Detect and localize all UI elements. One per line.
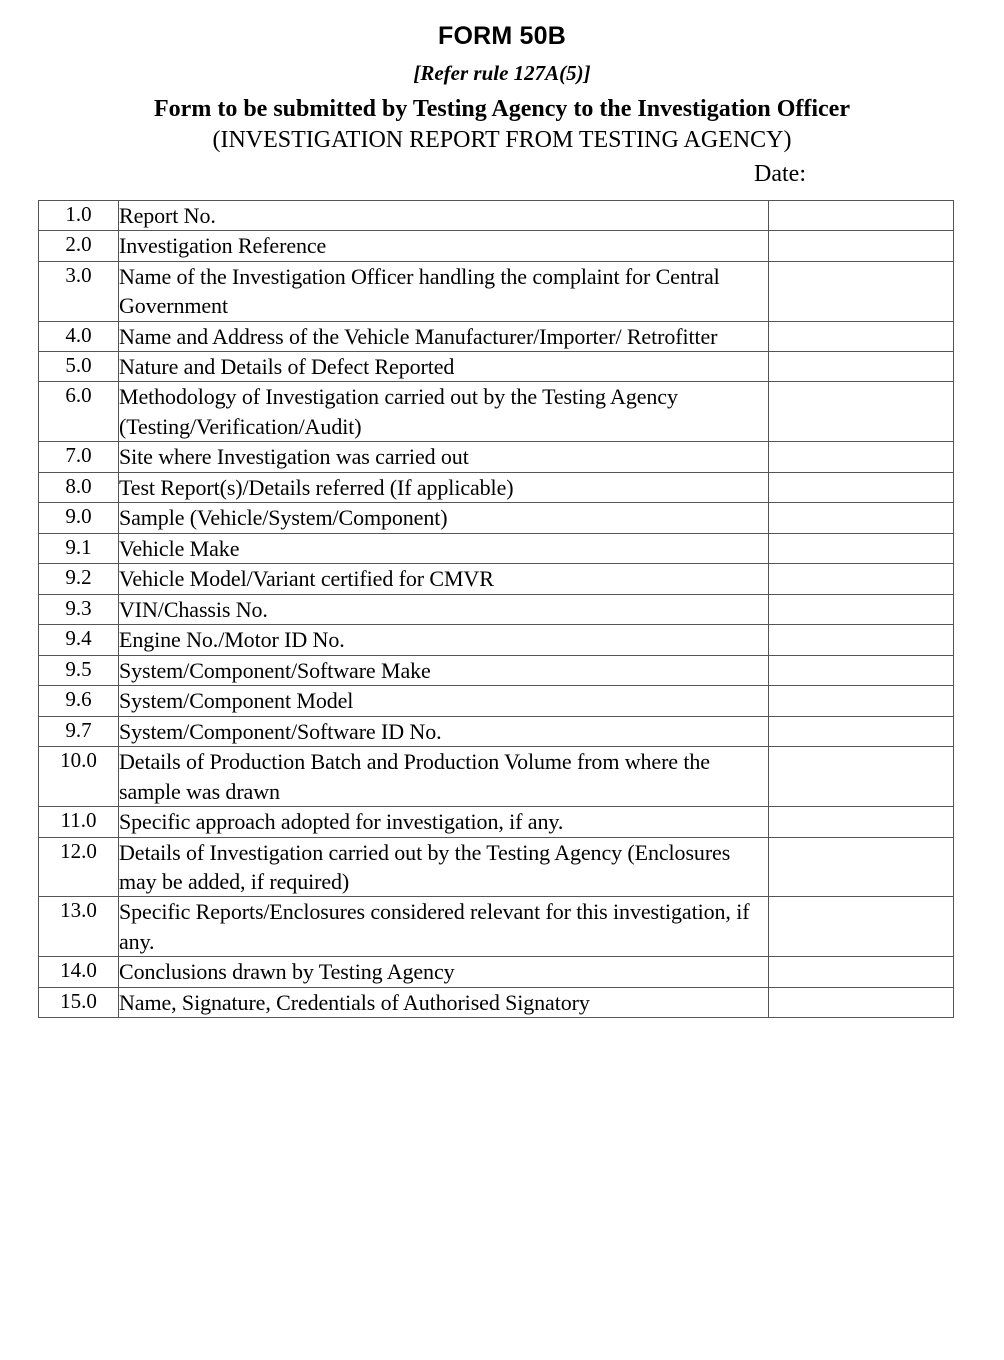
- row-entry-cell[interactable]: [769, 321, 954, 351]
- row-entry-cell[interactable]: [769, 442, 954, 472]
- table-row: [39, 655, 954, 685]
- table-row: [39, 716, 954, 746]
- row-entry-cell[interactable]: [769, 231, 954, 261]
- form-table: [38, 200, 954, 1019]
- row-description-cell: System/Component/Software Make: [119, 655, 769, 685]
- form-table-body: [39, 200, 954, 1018]
- table-row: [39, 837, 954, 897]
- row-number-cell: 6.0: [39, 382, 119, 442]
- table-row: [39, 897, 954, 957]
- row-description-cell: Investigation Reference: [119, 231, 769, 261]
- row-description-cell: Specific approach adopted for investigation, if any.: [119, 807, 769, 837]
- row-description-cell: Name and Address of the Vehicle Manufacturer/Importer/ Retrofitter: [119, 321, 769, 351]
- table-row: [39, 321, 954, 351]
- table-row: [39, 686, 954, 716]
- row-description-cell: System/Component/Software ID No.: [119, 716, 769, 746]
- row-entry-cell[interactable]: [769, 472, 954, 502]
- form-subtitle-primary: Form to be submitted by Testing Agency to the Investigation Officer: [154, 95, 850, 122]
- row-description-cell: Conclusions drawn by Testing Agency: [119, 957, 769, 987]
- form-table-container: [38, 200, 953, 1019]
- table-row: [39, 472, 954, 502]
- row-description-cell: Engine No./Motor ID No.: [119, 625, 769, 655]
- table-row: [39, 625, 954, 655]
- row-number-cell: 12.0: [39, 837, 119, 897]
- date-label: Date:: [754, 161, 806, 188]
- row-number-cell: 9.7: [39, 716, 119, 746]
- table-row: [39, 261, 954, 321]
- row-number-cell: 9.3: [39, 594, 119, 624]
- row-number-cell: 9.4: [39, 625, 119, 655]
- row-entry-cell[interactable]: [769, 533, 954, 563]
- table-row: [39, 382, 954, 442]
- table-row: [39, 442, 954, 472]
- rule-reference: [Refer rule 127A(5)]: [413, 60, 591, 85]
- row-entry-cell[interactable]: [769, 716, 954, 746]
- table-row: [39, 987, 954, 1017]
- row-number-cell: 11.0: [39, 807, 119, 837]
- row-entry-cell[interactable]: [769, 594, 954, 624]
- table-row: [39, 564, 954, 594]
- document-header: [0, 0, 1004, 155]
- row-number-cell: 8.0: [39, 472, 119, 502]
- row-entry-cell[interactable]: [769, 352, 954, 382]
- row-description-cell: Nature and Details of Defect Reported: [119, 352, 769, 382]
- table-row: [39, 231, 954, 261]
- row-number-cell: 2.0: [39, 231, 119, 261]
- row-entry-cell[interactable]: [769, 200, 954, 230]
- row-number-cell: 4.0: [39, 321, 119, 351]
- row-description-cell: System/Component Model: [119, 686, 769, 716]
- row-description-cell: Methodology of Investigation carried out by the Testing Agency (Testing/Verification/Audit): [119, 382, 769, 442]
- row-description-cell: Vehicle Model/Variant certified for CMVR: [119, 564, 769, 594]
- row-number-cell: 15.0: [39, 987, 119, 1017]
- row-number-cell: 9.0: [39, 503, 119, 533]
- row-entry-cell[interactable]: [769, 261, 954, 321]
- row-description-cell: Name of the Investigation Officer handling the complaint for Central Government: [119, 261, 769, 321]
- row-description-cell: Sample (Vehicle/System/Component): [119, 503, 769, 533]
- row-number-cell: 10.0: [39, 747, 119, 807]
- table-row: [39, 594, 954, 624]
- row-entry-cell[interactable]: [769, 382, 954, 442]
- row-entry-cell[interactable]: [769, 987, 954, 1017]
- row-entry-cell[interactable]: [769, 807, 954, 837]
- row-number-cell: 5.0: [39, 352, 119, 382]
- form-subtitle-secondary: (INVESTIGATION REPORT FROM TESTING AGENCY): [212, 127, 792, 154]
- row-number-cell: 9.1: [39, 533, 119, 563]
- row-number-cell: 3.0: [39, 261, 119, 321]
- row-entry-cell[interactable]: [769, 686, 954, 716]
- row-number-cell: 7.0: [39, 442, 119, 472]
- row-description-cell: VIN/Chassis No.: [119, 594, 769, 624]
- row-description-cell: Details of Investigation carried out by the Testing Agency (Enclosures may be added, if required): [119, 837, 769, 897]
- row-number-cell: 1.0: [39, 200, 119, 230]
- row-description-cell: Report No.: [119, 200, 769, 230]
- table-row: [39, 807, 954, 837]
- row-entry-cell[interactable]: [769, 564, 954, 594]
- row-entry-cell[interactable]: [769, 837, 954, 897]
- row-entry-cell[interactable]: [769, 625, 954, 655]
- row-entry-cell[interactable]: [769, 747, 954, 807]
- row-description-cell: Name, Signature, Credentials of Authorised Signatory: [119, 987, 769, 1017]
- table-row: [39, 533, 954, 563]
- row-number-cell: 9.6: [39, 686, 119, 716]
- row-number-cell: 9.5: [39, 655, 119, 685]
- row-description-cell: Test Report(s)/Details referred (If applicable): [119, 472, 769, 502]
- row-entry-cell[interactable]: [769, 503, 954, 533]
- row-description-cell: Details of Production Batch and Production Volume from where the sample was drawn: [119, 747, 769, 807]
- row-description-cell: Site where Investigation was carried out: [119, 442, 769, 472]
- row-number-cell: 13.0: [39, 897, 119, 957]
- row-description-cell: Specific Reports/Enclosures considered relevant for this investigation, if any.: [119, 897, 769, 957]
- row-description-cell: Vehicle Make: [119, 533, 769, 563]
- row-number-cell: 9.2: [39, 564, 119, 594]
- form-title: FORM 50B: [437, 22, 566, 50]
- table-row: [39, 503, 954, 533]
- table-row: [39, 352, 954, 382]
- table-row: [39, 747, 954, 807]
- row-entry-cell[interactable]: [769, 655, 954, 685]
- table-row: [39, 957, 954, 987]
- row-entry-cell[interactable]: [769, 957, 954, 987]
- table-row: [39, 200, 954, 230]
- row-number-cell: 14.0: [39, 957, 119, 987]
- row-entry-cell[interactable]: [769, 897, 954, 957]
